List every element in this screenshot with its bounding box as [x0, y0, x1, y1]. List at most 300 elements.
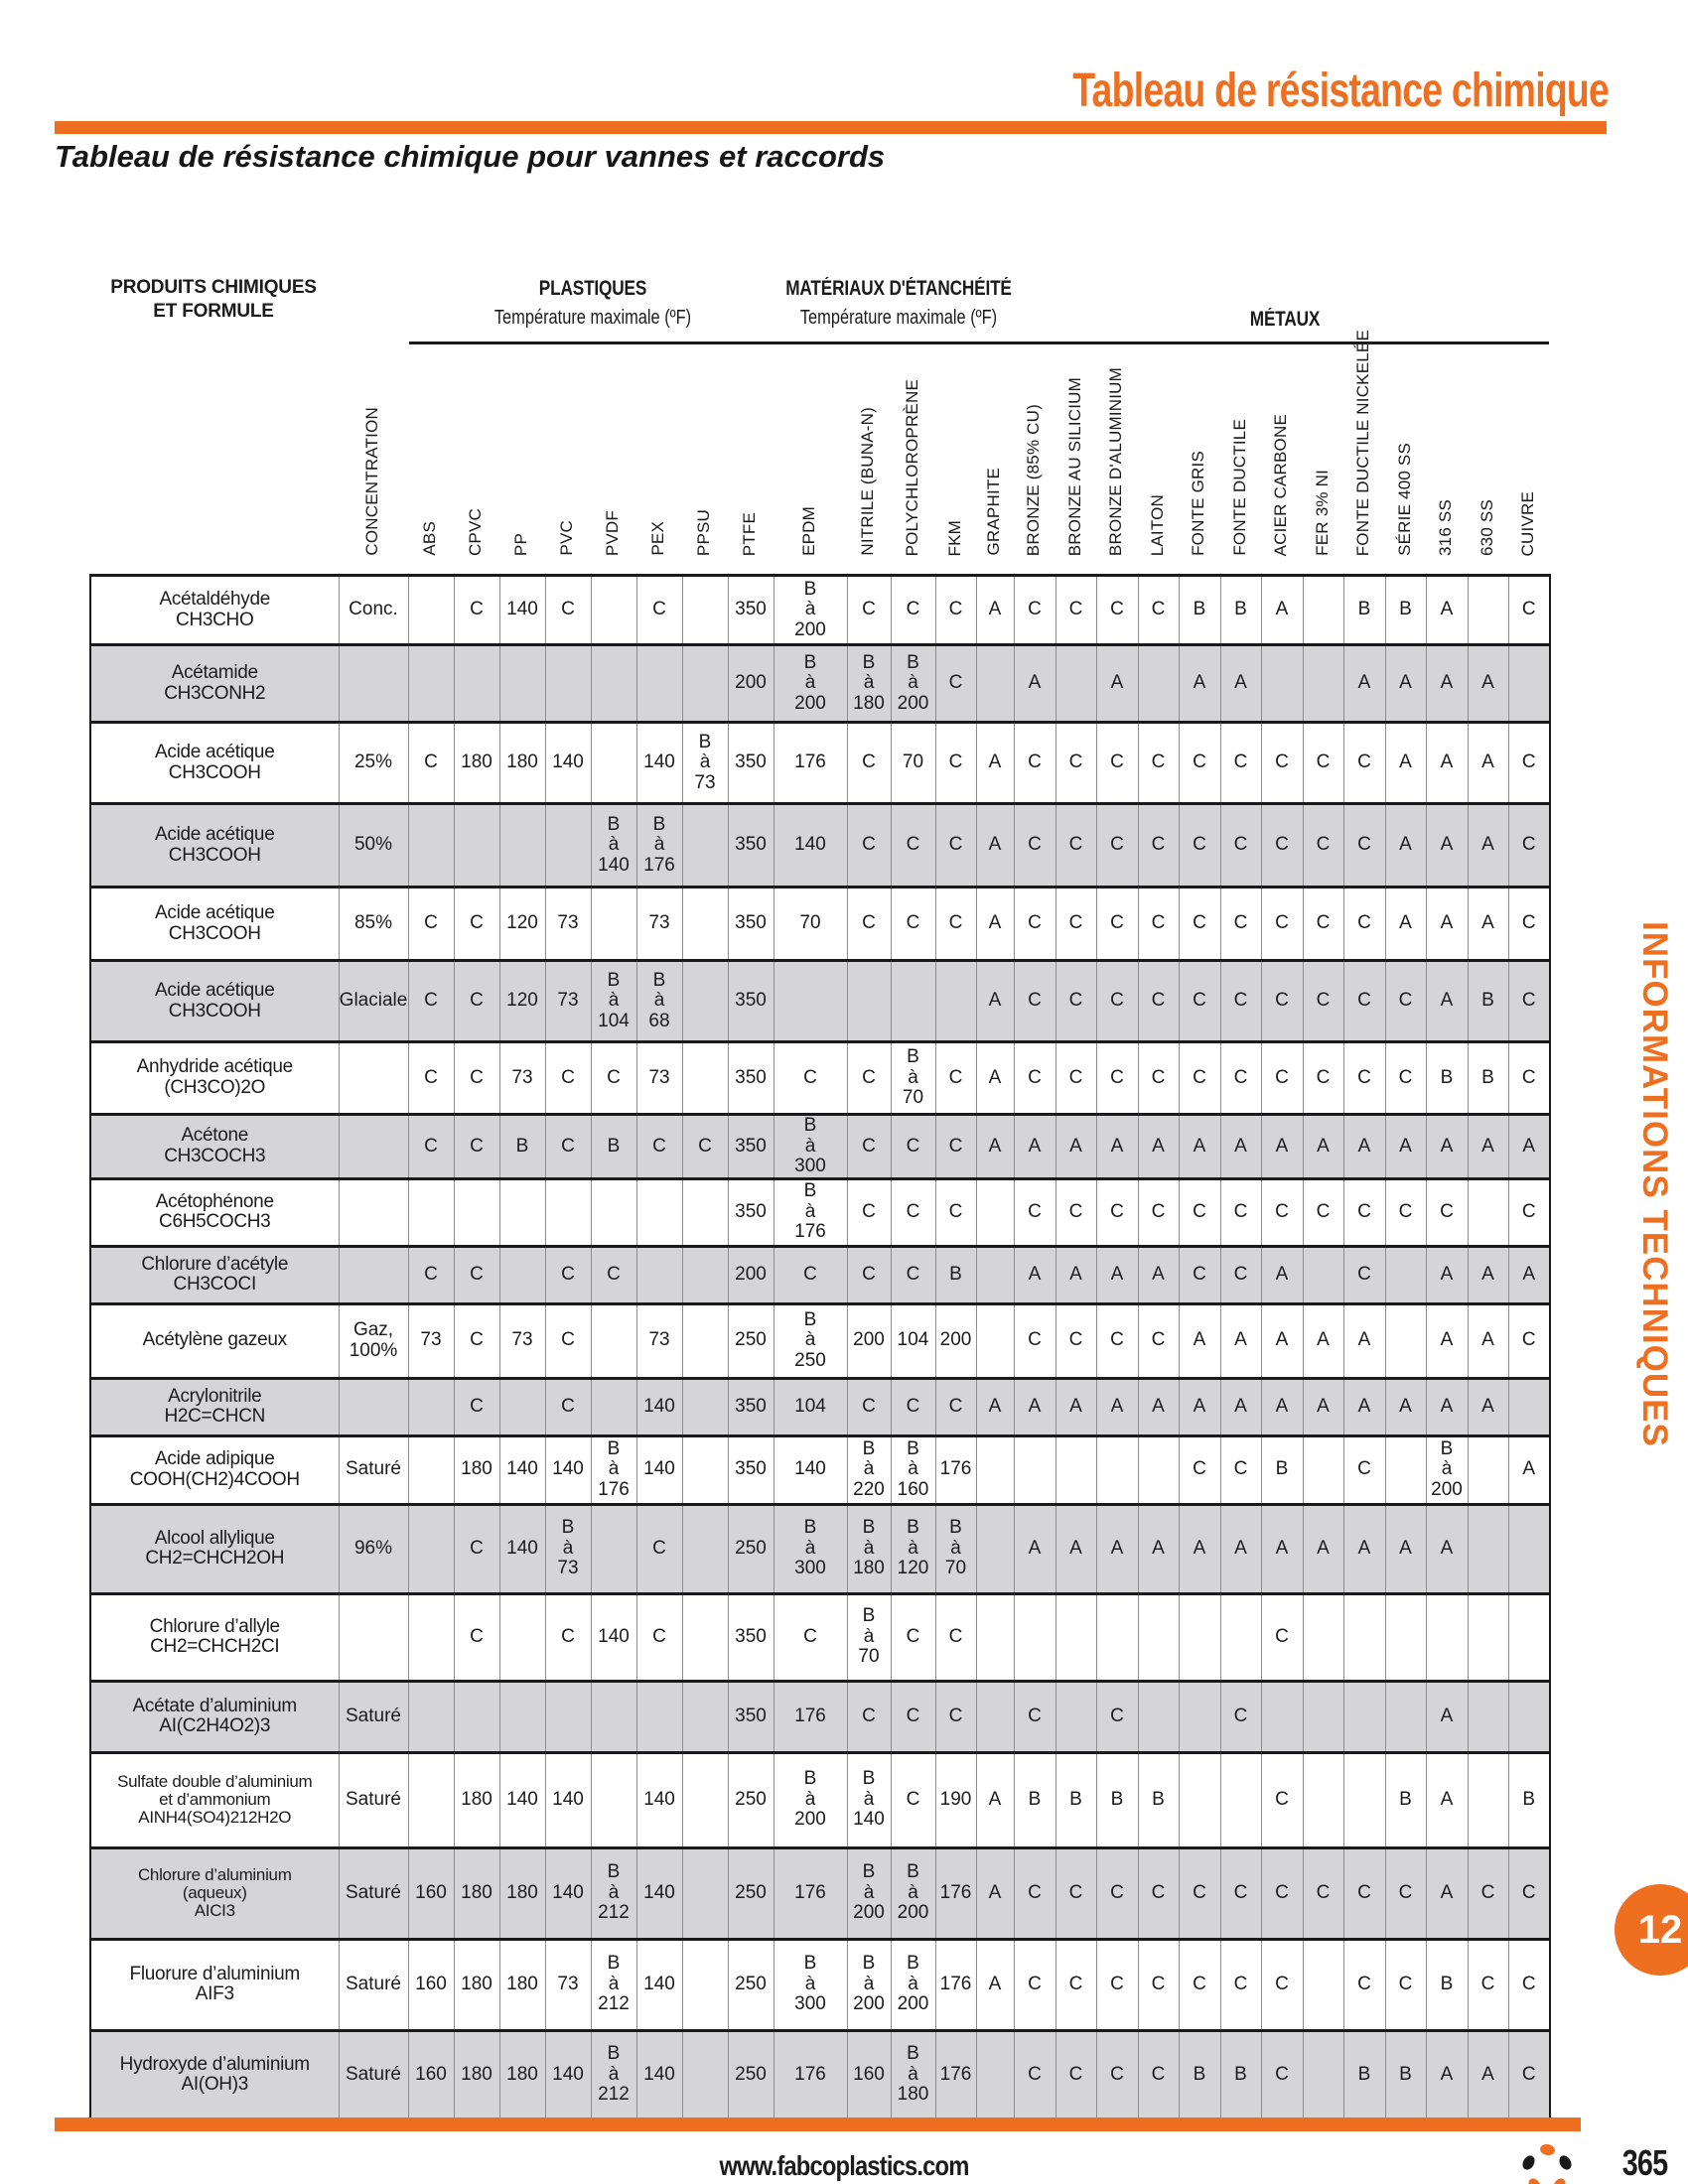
value-cell: 73 [545, 1939, 591, 2030]
value-cell: 140 [636, 1378, 682, 1435]
column-header-nitrile-buna-n [854, 240, 882, 556]
value-cell [499, 1681, 545, 1752]
value-cell: C [1508, 887, 1550, 961]
value-cell: B à 176 [636, 804, 682, 887]
value-cell [1385, 1303, 1426, 1378]
value-cell: C [1303, 723, 1343, 804]
value-cell [1055, 1681, 1096, 1752]
value-cell: B à 300 [774, 1504, 847, 1593]
value-cell: B [499, 1115, 545, 1179]
column-header-label: BRONZE AU SILICIUM [1064, 376, 1084, 556]
value-cell: 73 [636, 1303, 682, 1378]
value-cell: C [847, 1042, 891, 1115]
value-cell: B [1220, 2030, 1261, 2119]
value-cell [499, 1378, 545, 1435]
value-cell [1055, 1593, 1096, 1681]
column-header-label: ABS [420, 521, 439, 556]
value-cell: C [1468, 1847, 1508, 1939]
value-cell: C [454, 1378, 499, 1435]
value-cell: 176 [935, 1435, 976, 1504]
value-cell: A [1055, 1115, 1096, 1179]
value-cell: 350 [728, 1178, 774, 1246]
value-cell: B à 140 [591, 804, 636, 887]
value-cell [682, 804, 728, 887]
value-cell: 160 [847, 2030, 891, 2119]
value-cell: 350 [728, 961, 774, 1042]
chemical-name-cell: Fluorure d’aluminium AIF3 [90, 1939, 339, 2030]
value-cell: C [935, 887, 976, 961]
value-cell: 180 [499, 723, 545, 804]
value-cell: B à 120 [891, 1504, 935, 1593]
value-cell: A [1261, 1504, 1303, 1593]
chemical-name-cell: Chlorure d’allyle CH2=CHCH2CI [90, 1593, 339, 1681]
value-cell: B à 68 [636, 961, 682, 1042]
value-cell: C [774, 1042, 847, 1115]
value-cell: B [1179, 576, 1220, 645]
concentration-cell: Gaz, 100% [339, 1303, 408, 1378]
value-cell: B [591, 1115, 636, 1179]
products-header-line2: ET FORMULE [153, 301, 274, 322]
value-cell: A [1261, 576, 1303, 645]
value-cell [682, 1246, 728, 1303]
products-column-header [89, 276, 338, 324]
value-cell: A [1055, 1246, 1096, 1303]
value-cell: C [1343, 887, 1385, 961]
value-cell: C [1138, 1939, 1179, 2030]
value-cell: C [935, 804, 976, 887]
value-cell: C [408, 961, 454, 1042]
column-header-bronze-85-cu [1020, 240, 1048, 556]
value-cell: 190 [935, 1752, 976, 1847]
value-cell: C [1385, 1939, 1426, 2030]
value-cell [1303, 1593, 1343, 1681]
value-cell: 73 [636, 1042, 682, 1115]
value-cell: C [408, 1115, 454, 1179]
value-cell: A [1468, 2030, 1508, 2119]
value-cell: A [1426, 1378, 1468, 1435]
value-cell [408, 1435, 454, 1504]
value-cell: A [1303, 1115, 1343, 1179]
value-cell: B [1261, 1435, 1303, 1504]
value-cell [682, 1752, 728, 1847]
value-cell: B [1096, 1752, 1138, 1847]
value-cell [976, 1303, 1014, 1378]
value-cell: B à 176 [591, 1435, 636, 1504]
chemical-name-cell: Acétophénone C6H5COCH3 [90, 1178, 339, 1246]
value-cell: A [1096, 1115, 1138, 1179]
column-header-label: PP [511, 532, 530, 556]
column-header-label: CUIVRE [1518, 490, 1537, 556]
value-cell: C [1220, 1681, 1261, 1752]
value-cell: C [545, 1246, 591, 1303]
value-cell: C [1055, 804, 1096, 887]
value-cell: A [1096, 1504, 1138, 1593]
value-cell: A [1508, 1246, 1550, 1303]
fabco-logo [1517, 2140, 1577, 2184]
value-cell: C [1096, 961, 1138, 1042]
value-cell: C [935, 1378, 976, 1435]
value-cell: A [1138, 1378, 1179, 1435]
value-cell [682, 1681, 728, 1752]
value-cell: A [1138, 1504, 1179, 1593]
value-cell [1468, 576, 1508, 645]
value-cell [1179, 1681, 1220, 1752]
table-row [90, 961, 1550, 1042]
value-cell: A [1426, 804, 1468, 887]
value-cell [499, 1178, 545, 1246]
value-cell: A [1508, 1115, 1550, 1179]
value-cell: C [891, 1178, 935, 1246]
column-header-label: BRONZE (85% CU) [1024, 403, 1043, 556]
value-cell: A [976, 1115, 1014, 1179]
value-cell: B à 200 [774, 576, 847, 645]
value-cell [1426, 1593, 1468, 1681]
chemical-name-cell: Sulfate double d’aluminium et d’ammonium AINH4(SO4)212H2O [90, 1752, 339, 1847]
value-cell: A [1426, 645, 1468, 723]
value-cell [682, 1847, 728, 1939]
value-cell: 180 [499, 1939, 545, 2030]
value-cell: 200 [847, 1303, 891, 1378]
value-cell [1303, 1752, 1343, 1847]
value-cell: 350 [728, 1378, 774, 1435]
value-cell: A [1385, 1378, 1426, 1435]
column-header-ptfe [736, 240, 764, 556]
value-cell: 200 [935, 1303, 976, 1378]
concentration-cell: Saturé [339, 1847, 408, 1939]
value-cell: C [891, 804, 935, 887]
value-cell: C [1138, 576, 1179, 645]
value-cell: C [636, 576, 682, 645]
value-cell: 104 [891, 1303, 935, 1378]
value-cell: C [1385, 1042, 1426, 1115]
concentration-cell [339, 1178, 408, 1246]
table-row [90, 576, 1550, 645]
value-cell: A [976, 1847, 1014, 1939]
chemical-name-cell: Chlorure d’aluminium (aqueux) AICI3 [90, 1847, 339, 1939]
value-cell: A [976, 576, 1014, 645]
value-cell: C [1014, 1939, 1055, 2030]
value-cell: C [1014, 2030, 1055, 2119]
table-row [90, 1246, 1550, 1303]
column-header-label: BRONZE D'ALUMINIUM [1106, 366, 1125, 556]
value-cell: B [1220, 576, 1261, 645]
value-cell: C [454, 576, 499, 645]
column-header-label: FKM [944, 519, 964, 556]
value-cell: 250 [728, 1504, 774, 1593]
value-cell: 140 [636, 1752, 682, 1847]
value-cell: A [1385, 1504, 1426, 1593]
value-cell: C [1138, 961, 1179, 1042]
value-cell: C [891, 887, 935, 961]
value-cell: 176 [774, 723, 847, 804]
column-header-label: FONTE DUCTILE [1229, 419, 1249, 556]
value-cell [1303, 576, 1343, 645]
value-cell: 73 [545, 961, 591, 1042]
value-cell: C [1179, 723, 1220, 804]
value-cell: 73 [636, 887, 682, 961]
value-cell: A [1468, 804, 1508, 887]
value-cell [636, 645, 682, 723]
value-cell [682, 1042, 728, 1115]
value-cell: C [1343, 804, 1385, 887]
chemical-name-cell: Alcool allylique CH2=CHCH2OH [90, 1504, 339, 1593]
value-cell [408, 1681, 454, 1752]
value-cell: B à 160 [891, 1435, 935, 1504]
value-cell [1508, 1378, 1550, 1435]
chemical-name-cell: Acétone CH3COCH3 [90, 1115, 339, 1179]
value-cell [1179, 1593, 1220, 1681]
value-cell: A [1468, 645, 1508, 723]
value-cell: A [1426, 1504, 1468, 1593]
value-cell: B à 200 [891, 645, 935, 723]
value-cell [682, 1939, 728, 2030]
value-cell [1261, 645, 1303, 723]
column-header-abs [416, 240, 444, 556]
value-cell: C [1014, 961, 1055, 1042]
column-header-label: NITRILE (BUNA-N) [858, 407, 877, 556]
table-row [90, 1681, 1550, 1752]
value-cell: 250 [728, 1752, 774, 1847]
value-cell: 120 [499, 961, 545, 1042]
section-title: Tableau de résistance chimique pour vannes et raccords [55, 139, 886, 174]
value-cell [1220, 1593, 1261, 1681]
value-cell: C [1096, 2030, 1138, 2119]
value-cell: 140 [545, 1752, 591, 1847]
value-cell: C [935, 723, 976, 804]
value-cell: C [935, 576, 976, 645]
value-cell [408, 576, 454, 645]
value-cell: C [1096, 1681, 1138, 1752]
value-cell: C [1343, 1847, 1385, 1939]
value-cell: 73 [545, 887, 591, 961]
value-cell: C [1179, 1847, 1220, 1939]
value-cell: C [1261, 1752, 1303, 1847]
value-cell [499, 1593, 545, 1681]
value-cell [976, 2030, 1014, 2119]
value-cell: A [1385, 804, 1426, 887]
value-cell: 176 [935, 1847, 976, 1939]
column-header-pex [644, 240, 672, 556]
value-cell: C [847, 723, 891, 804]
value-cell [1303, 1681, 1343, 1752]
footer-website: www.fabcoplastics.com [719, 2150, 969, 2181]
value-cell: B [1426, 1042, 1468, 1115]
value-cell: A [1426, 961, 1468, 1042]
value-cell: 250 [728, 1303, 774, 1378]
value-cell: C [1220, 1178, 1261, 1246]
value-cell: C [1055, 1303, 1096, 1378]
value-cell: C [408, 1246, 454, 1303]
value-cell: C [1055, 887, 1096, 961]
value-cell [1096, 1593, 1138, 1681]
value-cell [1385, 1435, 1426, 1504]
concentration-cell [339, 1246, 408, 1303]
value-cell [1468, 1504, 1508, 1593]
value-cell: C [1261, 1042, 1303, 1115]
value-cell: 140 [636, 1939, 682, 2030]
value-cell: C [1096, 1303, 1138, 1378]
value-cell: A [1096, 645, 1138, 723]
value-cell: A [1096, 1246, 1138, 1303]
value-cell: A [976, 804, 1014, 887]
value-cell: C [1138, 1303, 1179, 1378]
column-header-ppsu [690, 240, 718, 556]
value-cell: C [408, 887, 454, 961]
value-cell: 160 [408, 1939, 454, 2030]
column-header-fer-3-ni [1309, 240, 1336, 556]
value-cell: C [1055, 723, 1096, 804]
chemical-name-cell: Acide adipique COOH(CH2)4COOH [90, 1435, 339, 1504]
value-cell: C [1508, 576, 1550, 645]
value-cell: 350 [728, 1042, 774, 1115]
value-cell: B [1468, 1042, 1508, 1115]
value-cell: A [1261, 1378, 1303, 1435]
column-header-bronze-d-aluminium [1102, 240, 1130, 556]
value-cell: C [1303, 804, 1343, 887]
column-header-bronze-au-silicium [1061, 240, 1089, 556]
table-row [90, 1504, 1550, 1593]
value-cell: A [1343, 1378, 1385, 1435]
value-cell: B à 200 [774, 645, 847, 723]
value-cell: 176 [774, 1681, 847, 1752]
value-cell: 73 [499, 1303, 545, 1378]
value-cell: C [1179, 1178, 1220, 1246]
value-cell: A [976, 961, 1014, 1042]
value-cell: C [1343, 1435, 1385, 1504]
concentration-cell: 85% [339, 887, 408, 961]
value-cell: 140 [636, 1435, 682, 1504]
value-cell: B à 176 [774, 1178, 847, 1246]
value-cell: 140 [636, 2030, 682, 2119]
value-cell: C [1343, 723, 1385, 804]
value-cell: C [454, 961, 499, 1042]
value-cell [682, 2030, 728, 2119]
value-cell: C [1261, 1939, 1303, 2030]
value-cell: C [545, 1378, 591, 1435]
table-row [90, 1752, 1550, 1847]
logo-dot [1551, 2176, 1568, 2184]
value-cell: B à 200 [847, 1939, 891, 2030]
column-header-label: ACIER CARBONE [1271, 413, 1290, 556]
value-cell [499, 1246, 545, 1303]
value-cell [682, 576, 728, 645]
column-header-316-ss [1432, 240, 1460, 556]
value-cell: B à 212 [591, 1847, 636, 1939]
value-cell [1468, 1752, 1508, 1847]
column-header-cuivre [1514, 240, 1542, 556]
chemical-name-cell: Acétamide CH3CONH2 [90, 645, 339, 723]
value-cell: A [1426, 1847, 1468, 1939]
value-cell: C [545, 1115, 591, 1179]
table-row [90, 1378, 1550, 1435]
value-cell [454, 1178, 499, 1246]
value-cell: A [1385, 723, 1426, 804]
value-cell [1468, 1681, 1508, 1752]
column-header-label: PPSU [694, 508, 713, 556]
value-cell: A [976, 1042, 1014, 1115]
value-cell [591, 1303, 636, 1378]
value-cell: A [1343, 645, 1385, 723]
value-cell: C [1303, 1847, 1343, 1939]
value-cell: B à 212 [591, 2030, 636, 2119]
chemical-name-cell: Acrylonitrile H2C=CHCN [90, 1378, 339, 1435]
value-cell [408, 1378, 454, 1435]
value-cell [1138, 1435, 1179, 1504]
column-header-polychloropr-ne [899, 240, 926, 556]
value-cell: A [976, 887, 1014, 961]
value-cell: C [891, 1378, 935, 1435]
value-cell [682, 1303, 728, 1378]
value-cell: C [1385, 961, 1426, 1042]
value-cell: 250 [728, 2030, 774, 2119]
value-cell: A [1385, 1115, 1426, 1179]
column-header-pp [507, 240, 535, 556]
value-cell: C [1055, 1939, 1096, 2030]
value-cell: A [1220, 1504, 1261, 1593]
chemical-name-cell: Acétylène gazeux [90, 1303, 339, 1378]
value-cell: 140 [545, 723, 591, 804]
value-cell: C [1179, 1042, 1220, 1115]
value-cell: C [1343, 1246, 1385, 1303]
value-cell: C [935, 1681, 976, 1752]
value-cell: B [1014, 1752, 1055, 1847]
value-cell: C [1096, 1939, 1138, 2030]
value-cell [1343, 1593, 1385, 1681]
value-cell [1468, 1178, 1508, 1246]
value-cell: A [1220, 1378, 1261, 1435]
value-cell: A [1426, 723, 1468, 804]
concentration-cell [339, 1378, 408, 1435]
table-row [90, 1847, 1550, 1939]
value-cell: A [1014, 1504, 1055, 1593]
column-header-s-rie-400-ss [1391, 240, 1419, 556]
value-cell: 350 [728, 1681, 774, 1752]
value-cell [1014, 1593, 1055, 1681]
value-cell: A [1179, 1504, 1220, 1593]
column-header-label: PVDF [603, 509, 622, 556]
value-cell [1138, 1681, 1179, 1752]
value-cell [891, 961, 935, 1042]
value-cell: C [1179, 804, 1220, 887]
value-cell: A [976, 723, 1014, 804]
value-cell [1303, 1246, 1343, 1303]
value-cell: B à 300 [774, 1115, 847, 1179]
value-cell [408, 1178, 454, 1246]
logo-dot [1539, 2143, 1556, 2156]
value-cell: C [1138, 2030, 1179, 2119]
value-cell [682, 1593, 728, 1681]
group-label: MATÉRIAUX D'ÉTANCHÉITÉ [785, 277, 1012, 300]
table-row [90, 1593, 1550, 1681]
value-cell: 73 [499, 1042, 545, 1115]
value-cell: C [1468, 1939, 1508, 2030]
value-cell: A [1014, 645, 1055, 723]
value-cell [1055, 1435, 1096, 1504]
value-cell: 350 [728, 1435, 774, 1504]
page-number: 365 [1621, 2142, 1668, 2183]
value-cell: C [847, 804, 891, 887]
value-cell: C [1014, 1042, 1055, 1115]
value-cell: C [1014, 1847, 1055, 1939]
value-cell: C [1261, 804, 1303, 887]
concentration-cell [339, 1042, 408, 1115]
value-cell [545, 1178, 591, 1246]
value-cell: A [1343, 1504, 1385, 1593]
chapter-badge: 12 [1615, 1884, 1688, 1976]
value-cell [1343, 1752, 1385, 1847]
column-header-graphite [980, 240, 1008, 556]
value-cell [935, 961, 976, 1042]
